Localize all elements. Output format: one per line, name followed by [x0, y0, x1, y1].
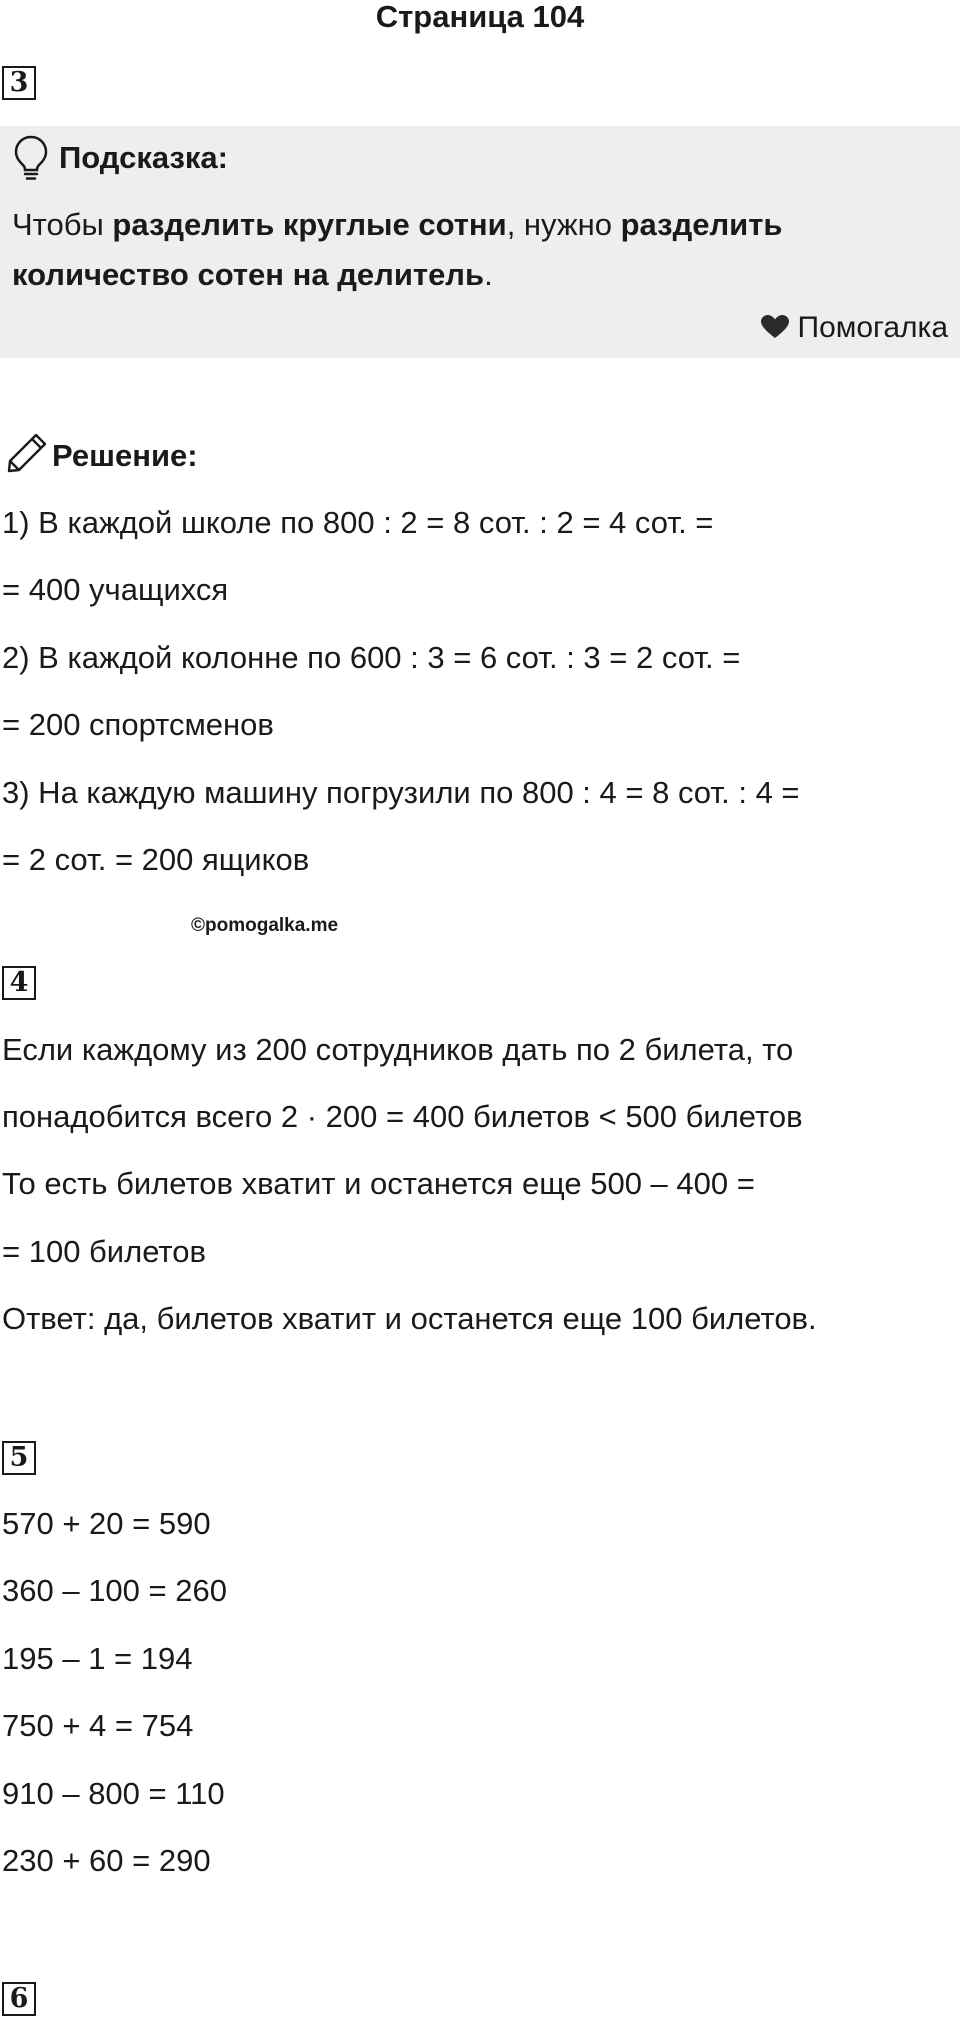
- task-number-3: 3: [2, 66, 36, 100]
- task4-line: понадобится всего 2 · 200 = 400 билетов < 500 билетов: [2, 1099, 803, 1134]
- task4-answer: Ответ: да, билетов хватит и останется еще 100 билетов.: [2, 1301, 817, 1336]
- task-number-4: 4: [2, 966, 36, 1000]
- hint-text-line-2: количество сотен на делитель.: [12, 257, 493, 292]
- pencil-icon: [6, 430, 50, 474]
- solution-line: 2) В каждой колонне по 600 : 3 = 6 сот. : 3 = 2 сот. =: [2, 640, 741, 675]
- watermark: ©pomogalka.me: [191, 915, 339, 936]
- task4-line: То есть билетов хватит и останется еще 500 – 400 =: [2, 1166, 755, 1201]
- task4-line: = 100 билетов: [2, 1234, 206, 1269]
- solution-label: Решение:: [52, 438, 198, 473]
- solution-line: = 200 спортсменов: [2, 707, 274, 742]
- credit: [760, 310, 949, 346]
- credit-label: Помогалка: [797, 311, 948, 344]
- task5-line: 910 – 800 = 110: [2, 1776, 225, 1811]
- task-number-5: 5: [2, 1441, 36, 1475]
- solution-line: = 2 сот. = 200 ящиков: [2, 842, 310, 877]
- solution-line: = 400 учащихся: [2, 572, 229, 607]
- hint-label: Подсказка:: [59, 140, 228, 175]
- task5-line: 750 + 4 = 754: [2, 1708, 194, 1743]
- page-title: Страница 104: [375, 0, 585, 34]
- solution-line: 3) На каждую машину погрузили по 800 : 4 = 8 сот. : 4 =: [2, 775, 800, 810]
- task5-line: 360 – 100 = 260: [2, 1573, 227, 1608]
- task4-line: Если каждому из 200 сотрудников дать по 2 билета, то: [2, 1032, 794, 1067]
- hint-text-line-1: Чтобы разделить круглые сотни, нужно разделить: [12, 207, 783, 242]
- solution-line: 1) В каждой школе по 800 : 2 = 8 сот. : 2 = 4 сот. =: [2, 505, 714, 540]
- heart-icon: [760, 314, 790, 340]
- task5-line: 570 + 20 = 590: [2, 1506, 211, 1541]
- task-number-6: 6: [2, 1982, 36, 2016]
- lightbulb-icon: [12, 134, 50, 182]
- task5-line: 195 – 1 = 194: [2, 1641, 193, 1676]
- task5-line: 230 + 60 = 290: [2, 1843, 211, 1878]
